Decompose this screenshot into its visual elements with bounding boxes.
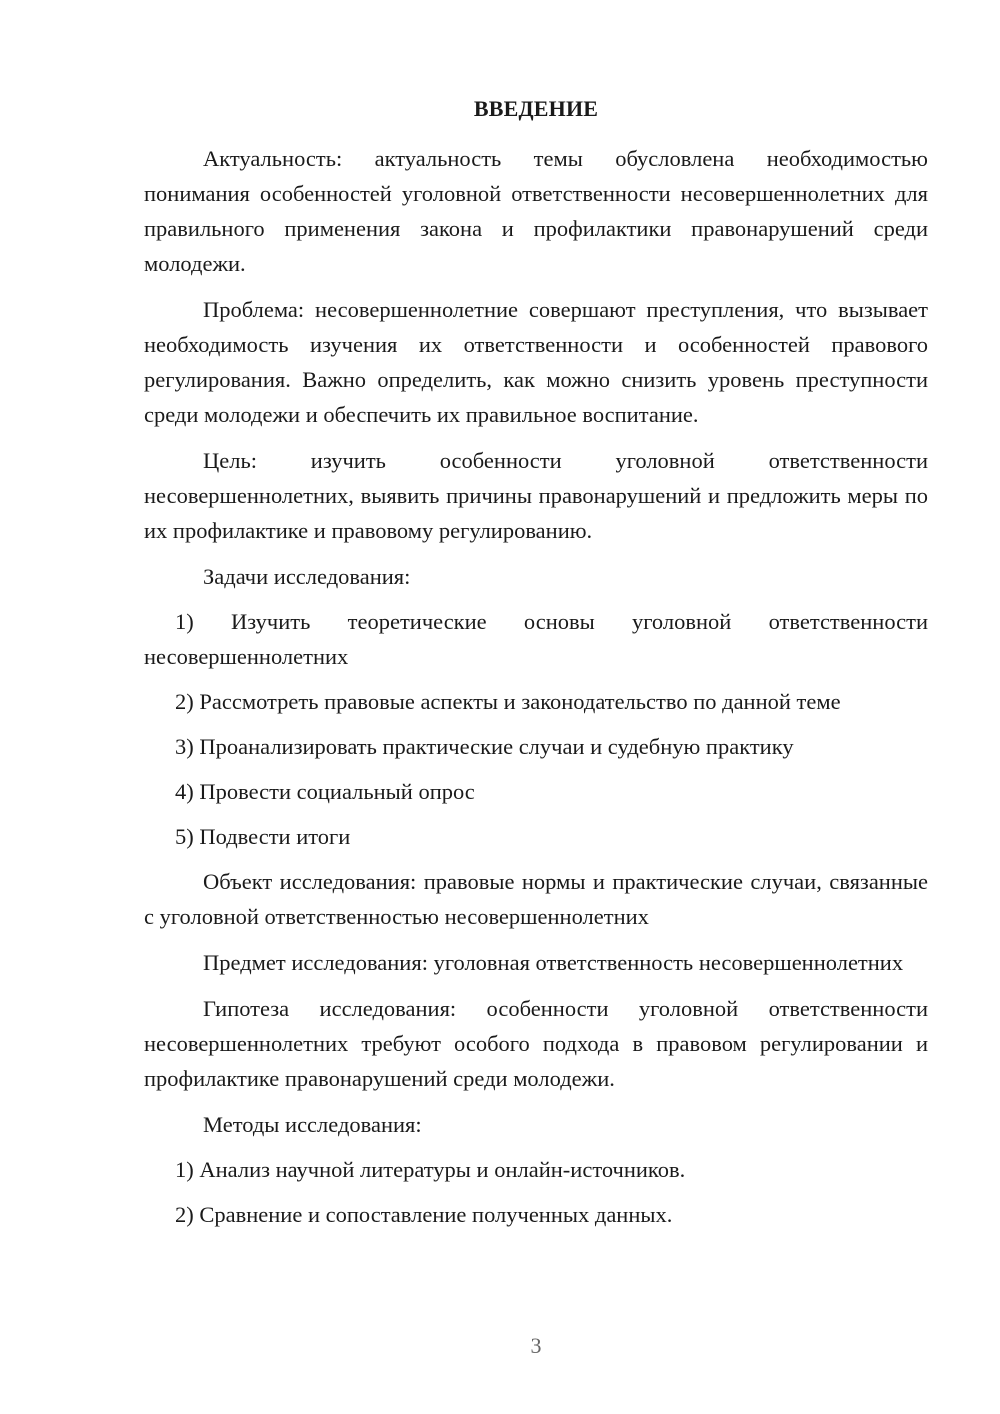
object-paragraph: Объект исследования: правовые нормы и практические случаи, связанные с уголовной ответственностью несовершеннолетних (144, 869, 928, 929)
goal-paragraph: Цель: изучить особенности уголовной ответственности несовершеннолетних, выявить причины правонарушений и предложить меры по их профилактике и правовому регулированию. (144, 448, 928, 543)
hypothesis-paragraph: Гипотеза исследования: особенности уголовной ответственности несовершеннолетних требуют особого подхода в правовом регулировании и профилактике правонарушений среди молодежи. (144, 996, 928, 1091)
task-item: 2) Рассмотреть правовые аспекты и законодательство по данной теме (175, 689, 841, 714)
method-item: 2) Сравнение и сопоставление полученных данных. (175, 1202, 673, 1227)
page-title: ВВЕДЕНИЕ (473, 96, 599, 121)
methods-heading: Методы исследования: (203, 1112, 422, 1137)
subject-paragraph: Предмет исследования: уголовная ответственность несовершеннолетних (203, 950, 904, 975)
document-page (144, 96, 928, 1242)
relevance-paragraph: Актуальность: актуальность темы обусловлена необходимостью понимания особенностей уголовной ответственности несовершеннолетних для правильного применения закона и профилактики правонарушений среди молодежи. (144, 146, 928, 276)
problem-paragraph: Проблема: несовершеннолетние совершают преступления, что вызывает необходимость изучения их ответственности и особенностей правового регулирования. Важно определить, как можно снизить уровень преступности среди молодежи и обеспечить их правильное воспитание. (144, 297, 928, 427)
tasks-heading: Задачи исследования: (203, 564, 411, 589)
task-item: 3) Проанализировать практические случаи и судебную практику (175, 734, 794, 759)
task-item: 5) Подвести итоги (175, 824, 351, 849)
page-number: 3 (530, 1333, 542, 1358)
method-item: 1) Анализ научной литературы и онлайн-источников. (175, 1157, 686, 1182)
task-item: 4) Провести социальный опрос (175, 779, 475, 804)
task-item: 1) Изучить теоретические основы уголовной ответственности несовершеннолетних (144, 609, 928, 669)
